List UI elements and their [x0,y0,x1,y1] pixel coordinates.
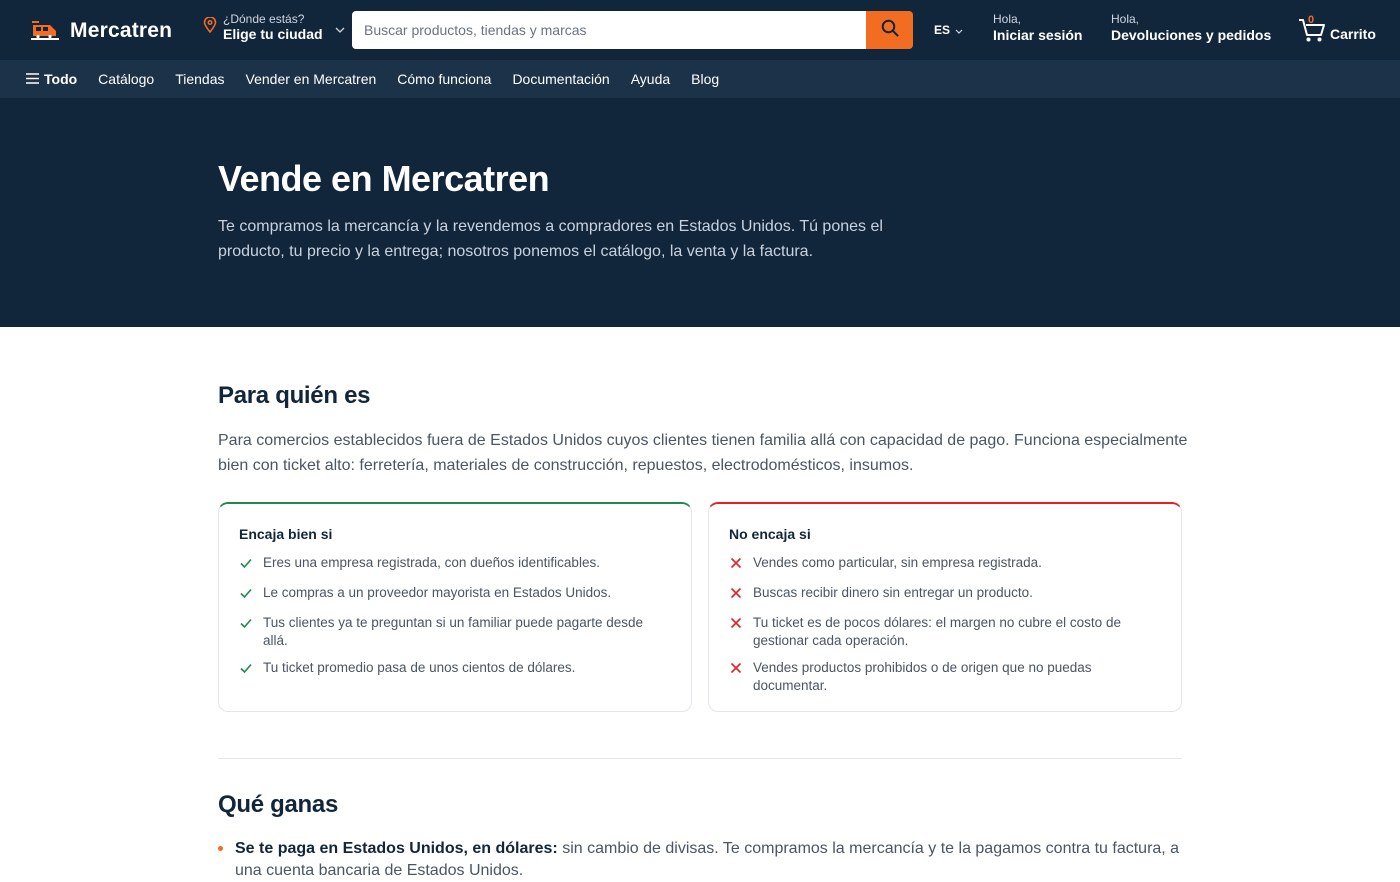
category-nav [0,60,1400,98]
list-item [239,554,671,575]
chevron-down-icon [335,20,345,38]
language-selector[interactable] [934,23,963,37]
signin-greeting: Hola, [993,12,1022,26]
section-title-audience: Para quién es [218,382,371,409]
menu-icon [26,71,39,87]
cross-icon [729,616,743,650]
check-icon [239,616,253,650]
nav-all-label: Todo [44,71,78,87]
hero-banner [0,98,1400,327]
cart-icon [1298,14,1326,44]
nav-item-how-it-works[interactable]: Cómo funciona [397,71,492,87]
top-header [0,0,1400,60]
list-item [729,659,1161,695]
orders-link[interactable] [1111,12,1271,45]
search-input[interactable] [352,11,866,49]
brand-logo[interactable] [30,16,172,46]
list-item [729,584,1161,605]
cross-icon [729,661,743,695]
cart-label: Carrito [1330,26,1376,42]
nav-item-docs[interactable]: Documentación [512,71,610,87]
gain-item-text: sin cambio de divisas. Te compramos la mercancía y te la pagamos contra tu factura, a una cuenta bancaria de Estados Unidos. [235,840,1180,879]
check-icon [239,586,253,605]
train-logo-icon [30,19,60,43]
check-icon [239,556,253,575]
nav-item-catalog[interactable]: Catálogo [98,71,155,87]
nofit-item-text: Vendes como particular, sin empresa registrada. [753,555,1042,570]
location-prompt: ¿Dónde estás? [223,12,305,26]
fit-card [218,502,692,712]
list-item [729,614,1161,650]
cart-button[interactable] [1298,14,1376,44]
chevron-down-icon [955,23,963,37]
section-divider [218,758,1182,759]
orders-label: Devoluciones y pedidos [1111,27,1272,43]
audience-intro: Para comercios establecidos fuera de Estados Unidos cuyos clientes tienen familia allá con capacidad de pago. Funciona especialmente bien con ticket alto: ferretería, materiales de construcción, repuestos, electrodomésticos, insumos. [218,432,1188,474]
search-bar [352,11,913,49]
search-icon [881,19,899,42]
gain-item-bold: Se te paga en Estados Unidos, en dólares: [235,840,558,857]
nofit-item-text: Vendes productos prohibidos o de origen que no puedas documentar. [753,660,1092,693]
nofit-card-title: No encaja si [729,526,811,542]
bullet-dot [218,846,223,851]
nav-all-button[interactable] [26,71,77,87]
location-action: Elige tu ciudad [223,26,323,43]
fit-item-text: Le compras a un proveedor mayorista en Estados Unidos. [263,585,612,600]
list-item [239,614,671,650]
nav-item-stores[interactable]: Tiendas [175,71,225,87]
signin-link[interactable] [993,12,1082,45]
signin-label: Iniciar sesión [993,27,1083,43]
list-item [239,584,671,605]
fit-card-title: Encaja bien si [239,526,333,542]
nofit-item-text: Buscas recibir dinero sin entregar un producto. [753,585,1033,600]
nav-item-help[interactable]: Ayuda [630,71,671,87]
search-button[interactable] [866,11,913,49]
fit-item-text: Tu ticket promedio pasa de unos cientos de dólares. [263,660,576,675]
cart-count: 0 [1308,14,1315,26]
list-item [729,554,1161,575]
location-selector[interactable] [203,12,345,43]
language-code: ES [934,23,951,37]
nav-item-blog[interactable]: Blog [691,71,720,87]
nav-item-sell[interactable]: Vender en Mercatren [245,71,377,87]
list-item [239,659,671,680]
cross-icon [729,556,743,575]
nofit-card [708,502,1182,712]
page-title: Vende en Mercatren [218,158,550,199]
orders-greeting: Hola, [1111,12,1140,26]
fit-item-text: Eres una empresa registrada, con dueños identificables. [263,555,600,570]
fit-item-text: Tus clientes ya te preguntan si un familiar puede pagarte desde allá. [263,615,643,648]
brand-name: Mercatren [70,19,173,42]
list-item [218,838,1188,882]
nofit-item-text: Tu ticket es de pocos dólares: el margen no cubre el costo de gestionar cada operación. [753,615,1121,648]
section-title-gains: Qué ganas [218,791,339,818]
hero-subtitle: Te compramos la mercancía y la revendemos a compradores en Estados Unidos. Tú pones el producto, tu precio y la entrega; nosotros ponemos el catálogo, la venta y la factura. [218,218,883,260]
location-pin-icon [203,17,217,38]
cross-icon [729,586,743,605]
check-icon [239,661,253,680]
